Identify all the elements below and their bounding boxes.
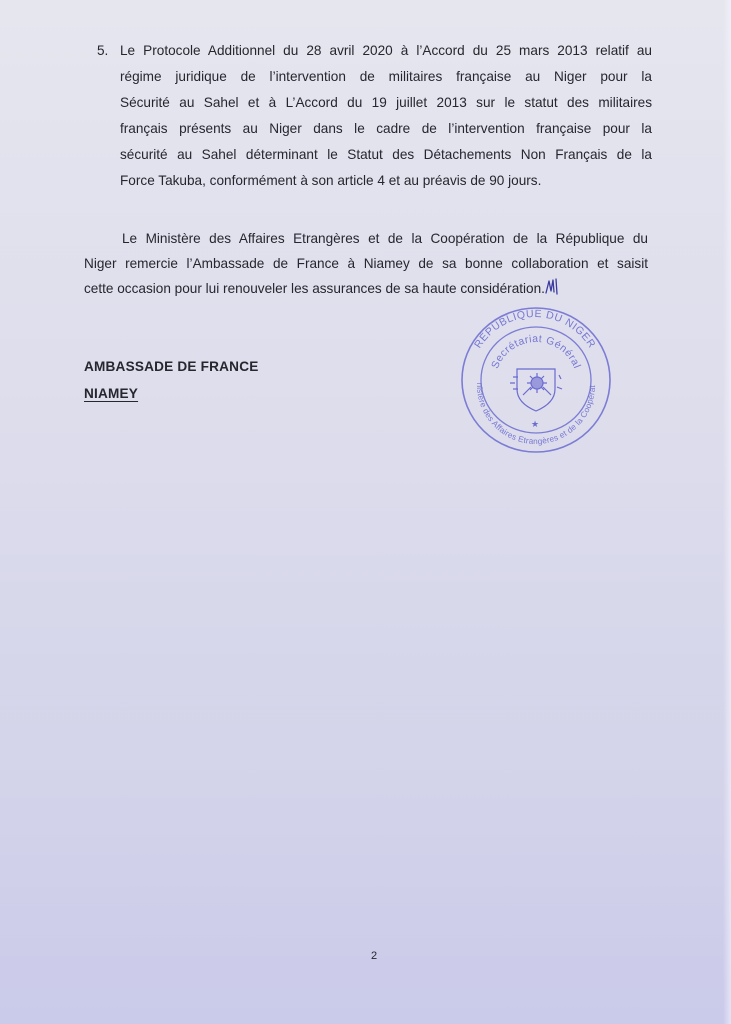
item-line-4: français présents au Niger dans le cadre de l’intervention française pour la (120, 121, 652, 136)
item-line-6: Force Takuba, conformément à son article 4 et au préavis de 90 jours. (120, 173, 542, 188)
handwritten-initials (545, 277, 559, 297)
closing-paragraph (84, 226, 648, 301)
item-line-5: sécurité au Sahel déterminant le Statut des Détachements Non Français de la (120, 147, 652, 162)
list-item-5 (84, 38, 652, 194)
svg-text:Secrétariat Général (489, 333, 583, 371)
stamp-outer-top-text: RÉPUBLIQUE DU NIGER (472, 307, 598, 351)
closing-line-2: Niger remercie l’Ambassade de France à Niamey de sa bonne collaboration et saisit (84, 256, 648, 271)
item-line-3: Sécurité au Sahel et à L’Accord du 19 juillet 2013 sur le statut des militaires (120, 95, 652, 110)
list-item-number: 5. (97, 43, 109, 58)
stamp-outer-bottom-text: nistère des Affaires Etrangères et de la Coopérat (474, 382, 598, 447)
item-line-2: régime juridique de l’intervention de militaires française au Niger pour la (120, 69, 652, 84)
page-number: 2 (371, 950, 378, 962)
official-stamp (455, 303, 615, 457)
closing-line-3-wrap (84, 276, 648, 301)
addressee-line-2: NIAMEY (84, 386, 139, 401)
item-line-1: Le Protocole Additionnel du 28 avril 2020 à l’Accord du 25 mars 2013 relatif au (120, 43, 652, 58)
page-edge-shade (723, 0, 731, 1024)
stamp-emblem-icon (510, 369, 562, 411)
stamp-inner-text: Secrétariat Général (489, 332, 584, 371)
addressee-line-1: AMBASSADE DE FRANCE (84, 359, 259, 374)
stamp-star-icon: ★ (530, 419, 540, 429)
closing-line-1: Le Ministère des Affaires Etrangères et de la Coopération de la République du (122, 231, 648, 246)
closing-line-3: cette occasion pour lui renouveler les assurances de sa haute considération. (84, 281, 545, 296)
